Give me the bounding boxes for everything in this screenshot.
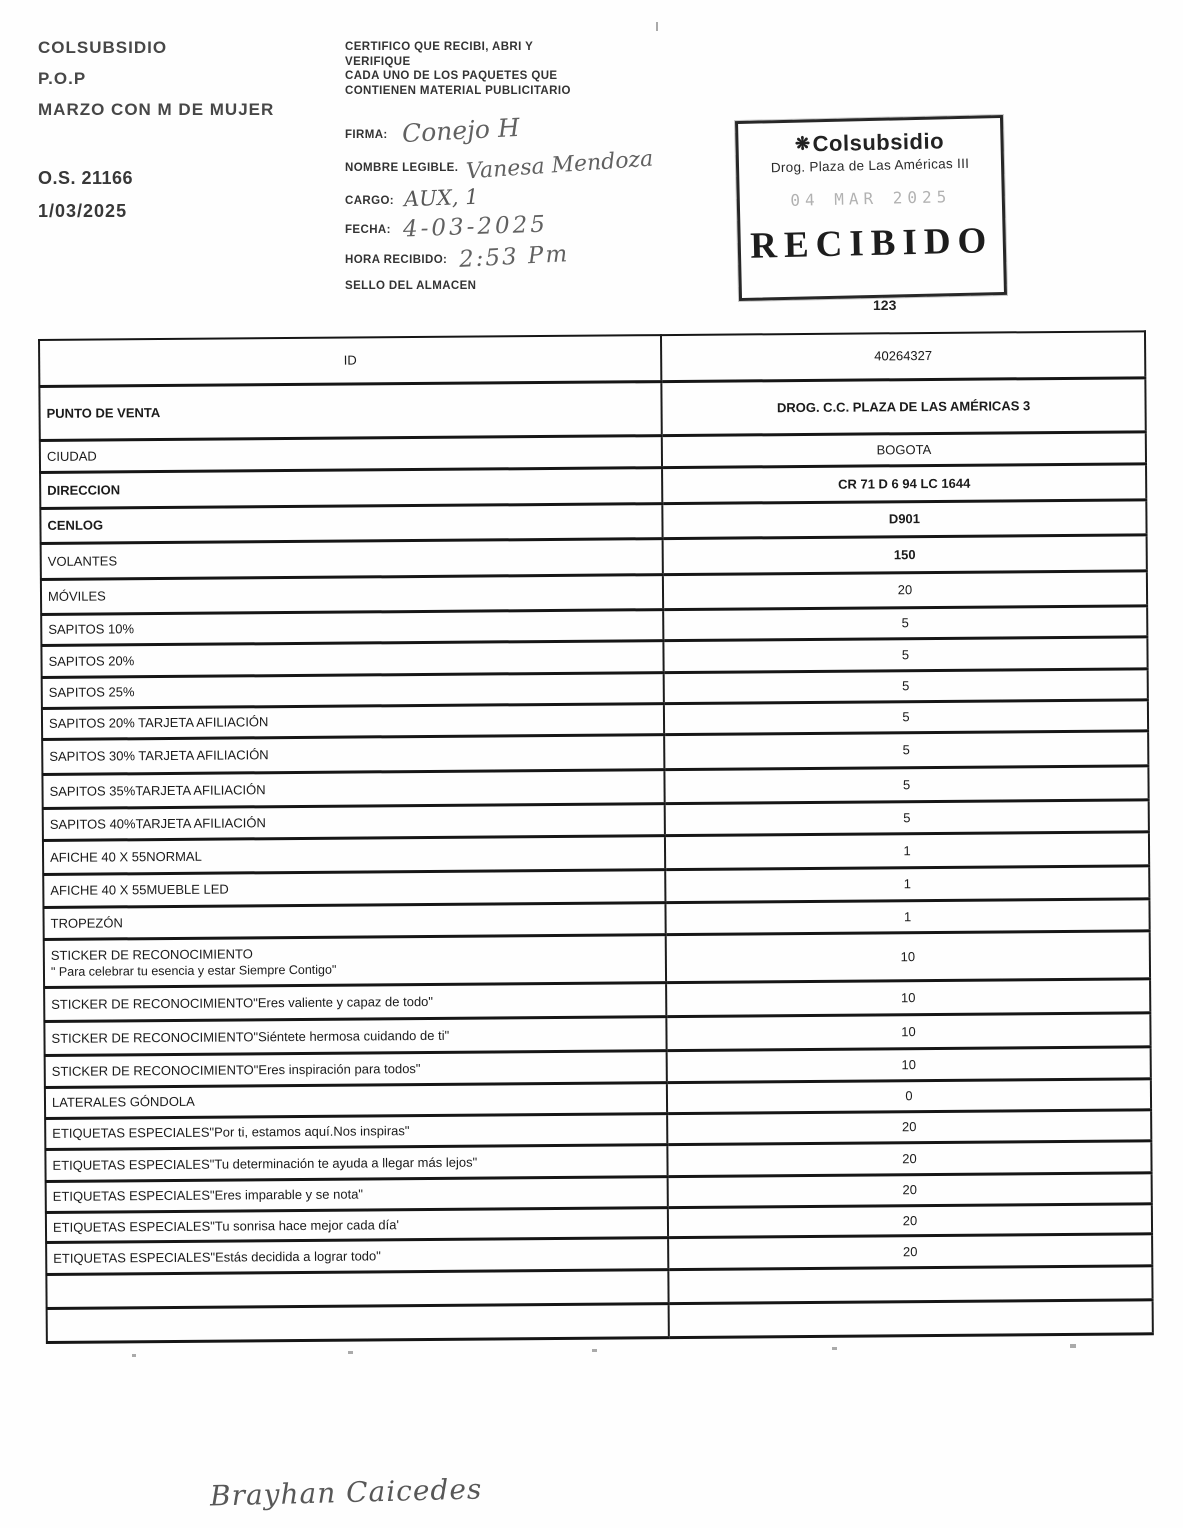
stamp-location: Drog. Plaza de Las Américas III (770, 155, 970, 176)
item-label-cell: STICKER DE RECONOCIMIENTO"Siéntete hermosa cuidando de ti" (44, 1016, 666, 1055)
table-row (44, 930, 1150, 987)
item-value-cell: 0 (667, 1078, 1151, 1113)
item-value-cell: 1 (665, 831, 1149, 869)
item-label-cell: SAPITOS 25% (42, 672, 664, 708)
certification-line: CONTIENEN MATERIAL PUBLICITARIO (345, 84, 571, 97)
delivery-table (38, 330, 1154, 1343)
item-label-cell: CENLOG (40, 503, 662, 543)
scan-noise-speck (592, 1349, 597, 1352)
scan-noise-speck (348, 1351, 353, 1354)
campaign-title: MARZO CON M DE MUJER (38, 100, 275, 119)
item-label-cell (47, 1303, 669, 1342)
table-row (39, 377, 1145, 440)
item-value-cell: 20 (663, 570, 1147, 609)
item-label-cell: LATERALES GÓNDOLA (45, 1082, 667, 1118)
certification-text (345, 40, 765, 98)
item-label-cell: PUNTO DE VENTA (39, 381, 661, 440)
nombre-handwritten: Vanesa Mendoza (465, 146, 655, 185)
stamp-brand-row (738, 127, 1001, 159)
cargo-handwritten: AUX, 1 (403, 184, 479, 212)
firma-handwritten-signature: Conejo H (400, 112, 520, 149)
item-label-cell: MÓVILES (41, 574, 663, 614)
item-label-cell: ID (39, 335, 661, 386)
item-value-cell: 20 (667, 1140, 1151, 1176)
hora-recibido-label: HORA RECIBIDO: (345, 253, 448, 266)
item-label-cell: ETIQUETAS ESPECIALES"Tu sonrisa hace mejor cada día' (46, 1207, 668, 1242)
item-value-cell (669, 1299, 1153, 1337)
item-value-cell: CR 71 D 6 94 LC 1644 (662, 463, 1146, 503)
certification-block (345, 40, 765, 300)
stamp-received-text: RECIBIDO (749, 220, 994, 267)
document-header (38, 38, 338, 233)
cargo-field (345, 186, 479, 210)
scan-noise-speck (132, 1354, 136, 1357)
item-value-cell: 10 (667, 1046, 1151, 1082)
item-value-cell: 10 (666, 1012, 1150, 1050)
stamp-date: 04 MAR 2025 (790, 187, 952, 210)
bottom-signature-handwritten: Brayhan Caicedes (209, 1472, 483, 1513)
item-label-cell (46, 1269, 668, 1308)
item-value-cell: 5 (664, 668, 1148, 703)
item-value-cell: 40264327 (661, 331, 1145, 381)
item-value-cell: 20 (668, 1233, 1152, 1269)
received-stamp (735, 115, 1007, 301)
hora-recibido-field (345, 241, 571, 273)
stamp-brand-text: Colsubsidio (812, 128, 945, 157)
item-label-cell: AFICHE 40 X 55MUEBLE LED (43, 869, 665, 907)
firma-field (345, 112, 520, 149)
certification-line: CADA UNO DE LOS PAQUETES QUE (345, 70, 558, 82)
fecha-field (345, 211, 549, 243)
scan-noise-speck (656, 22, 658, 31)
item-label-cell: ETIQUETAS ESPECIALES"Estás decidida a lograr todo" (46, 1237, 668, 1274)
cargo-label: CARGO: (345, 194, 395, 207)
item-value-cell: 5 (664, 730, 1148, 769)
order-number: O.S. 21166 (38, 168, 134, 188)
item-label-cell: ETIQUETAS ESPECIALES"Eres imparable y se nota" (46, 1176, 668, 1212)
scan-noise-speck (832, 1347, 837, 1350)
item-value-cell: BOGOTA (662, 431, 1146, 467)
sello-almacen-label: SELLO DEL ALMACEN (345, 279, 477, 292)
stamp-number: 123 (873, 297, 897, 313)
item-value-cell: 5 (664, 765, 1148, 803)
certification-line: CERTIFICO QUE RECIBI, ABRI Y (345, 41, 534, 53)
firma-label: FIRMA: (345, 128, 388, 141)
item-label-cell: STICKER DE RECONOCIMIENTO"Eres inspiración para todos" (45, 1050, 667, 1087)
delivery-table-body (39, 331, 1153, 1342)
order-date: 1/03/2025 (38, 201, 128, 221)
item-label-cell: DIRECCION (40, 467, 662, 508)
sello-field (345, 277, 476, 295)
table-row (47, 1299, 1153, 1342)
item-value-cell: 5 (665, 799, 1149, 835)
item-label-cell: VOLANTES (41, 538, 663, 579)
item-value-cell: 5 (663, 636, 1147, 672)
item-value-cell: 20 (668, 1203, 1152, 1237)
certification-line: VERIFIQUE (345, 55, 411, 68)
company-name: COLSUBSIDIO (38, 38, 168, 57)
item-value-cell: 10 (666, 930, 1150, 982)
hora-handwritten: 2:53 Pm (458, 241, 571, 273)
item-label-cell: AFICHE 40 X 55NORMAL (43, 835, 665, 874)
item-label-cell: SAPITOS 40%TARJETA AFILIACIÓN (43, 803, 665, 840)
header-pop: P.O.P (38, 69, 87, 88)
item-value-cell: DROG. C.C. PLAZA DE LAS AMÉRICAS 3 (661, 377, 1145, 435)
item-label-cell: STICKER DE RECONOCIMIENTO " Para celebrar tu esencia y estar Siempre Contigo" (44, 934, 666, 987)
item-label-cell: SAPITOS 10% (41, 609, 663, 645)
item-value-cell: 150 (663, 534, 1147, 574)
item-value-cell: 1 (665, 865, 1149, 902)
item-label-cell: ETIQUETAS ESPECIALES"Tu determinación te ayuda a llegar más lejos" (45, 1144, 667, 1181)
item-value-cell: 10 (666, 978, 1150, 1016)
item-label-cell: SAPITOS 20% (41, 640, 663, 677)
fecha-label: FECHA: (345, 223, 391, 236)
item-value-cell: 5 (664, 699, 1148, 734)
item-label-cell: SAPITOS 30% TARJETA AFILIACIÓN (42, 734, 664, 774)
item-value-cell: 5 (663, 605, 1147, 640)
item-label-cell: TROPEZÓN (43, 902, 665, 939)
item-label-cell: CIUDAD (40, 435, 662, 472)
item-value-cell: D901 (662, 499, 1146, 538)
item-label-cell: ETIQUETAS ESPECIALES"Por ti, estamos aquí.Nos inspiras" (45, 1113, 667, 1149)
item-value-cell (668, 1265, 1152, 1303)
nombre-legible-label: NOMBRE LEGIBLE. (345, 161, 459, 174)
item-value-cell: 20 (667, 1109, 1151, 1144)
item-label-cell: STICKER DE RECONOCIMIENTO"Eres valiente y capaz de todo" (44, 982, 666, 1021)
colsubsidio-logo-icon: ❋ (794, 133, 811, 154)
scan-noise-speck (1070, 1344, 1076, 1348)
fecha-handwritten: 4-03-2025 (402, 211, 549, 243)
item-label-cell: SAPITOS 20% TARJETA AFILIACIÓN (42, 703, 664, 739)
item-label-cell: SAPITOS 35%TARJETA AFILIACIÓN (42, 769, 664, 808)
nombre-field (345, 146, 655, 185)
item-value-cell: 20 (668, 1172, 1152, 1207)
item-value-cell: 1 (665, 898, 1149, 934)
